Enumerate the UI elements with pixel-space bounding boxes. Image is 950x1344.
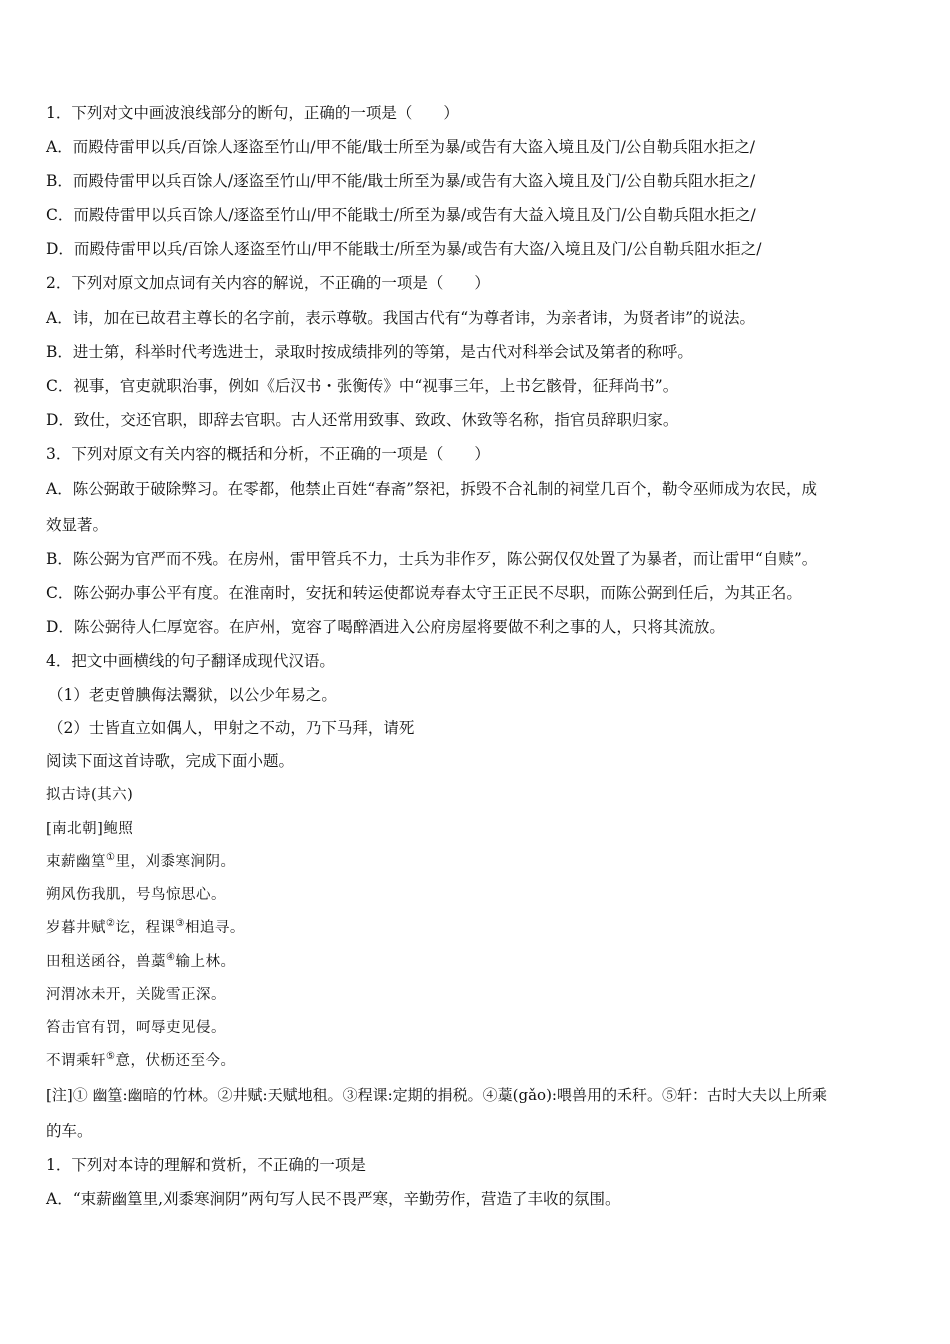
poem-q1-stem: 1．下列对本诗的理解和赏析，不正确的一项是 bbox=[46, 1156, 366, 1174]
poem-notes-line1: [注]① 幽篁:幽暗的竹林。②井赋:天赋地租。③程课:定期的捐税。④藁(gǎo):喂兽用的禾秆。⑤轩：古时大夫以上所乘 bbox=[46, 1086, 827, 1104]
poem-line-6: 笞击官有罚，呵辱吏见侵。 bbox=[46, 1020, 226, 1036]
poem-line-3-part-a: 岁暮井赋 bbox=[46, 920, 106, 936]
q4-item-1: （1）老吏曾腆侮法鬻狱，以公少年易之。 bbox=[48, 686, 337, 704]
q2-option-d: D．致仕，交还官职，即辞去官职。古人还常用致事、致政、休致等名称，指官员辞职归家。 bbox=[46, 411, 679, 429]
poem-q1-option-a: A．“束薪幽篁里,刈黍寒涧阴”两句写人民不畏严寒，辛勤劳作，营造了丰收的氛围。 bbox=[46, 1190, 621, 1208]
poem-line-1-part-b: 里，刈黍寒涧阴。 bbox=[115, 854, 236, 870]
poem-line-2: 朔风伤我肌，号鸟惊思心。 bbox=[46, 887, 226, 903]
q1-option-a: A．而殿侍雷甲以兵/百馀人逐盗至竹山/甲不能/戢士所至为暴/或告有大盗入境且及门/公自勒兵阻水拒之/ bbox=[46, 138, 756, 156]
q3-option-a-line2: 效显著。 bbox=[46, 516, 109, 534]
q4-item-2: （2）士皆直立如偶人，甲射之不动，乃下马拜，请死 bbox=[48, 719, 415, 737]
q2-option-a: A．讳，加在已故君主尊长的名字前，表示尊敬。我国古代有“为尊者讳，为亲者讳，为贤者讳”的说法。 bbox=[46, 309, 756, 327]
q4-stem: 4．把文中画横线的句子翻译成现代汉语。 bbox=[46, 652, 335, 670]
q1-option-c: C．而殿侍雷甲以兵百馀人/逐盗至竹山/甲不能戢士/所至为暴/或告有大益入境且及门/公自勒兵阻水拒之/ bbox=[46, 206, 756, 224]
poem-title: 拟古诗(其六) bbox=[46, 787, 134, 803]
poem-line-4 bbox=[46, 952, 235, 972]
q2-option-c: C．视事，官吏就职治事，例如《后汉书・张衡传》中“视事三年，上书乞骸骨，征拜尚书”。 bbox=[46, 377, 679, 395]
q3-option-a-line1: A．陈公弼敢于破除弊习。在零都，他禁止百姓“春斋”祭祀，拆毁不合礼制的祠堂几百个，勒令巫师成为农民，成 bbox=[46, 480, 818, 498]
footnote-marker-4: ④ bbox=[166, 952, 176, 964]
q3-stem: 3．下列对原文有关内容的概括和分析，不正确的一项是（ ） bbox=[46, 445, 490, 463]
reading-intro: 阅读下面这首诗歌，完成下面小题。 bbox=[46, 752, 295, 770]
poem-line-7-part-b: 意，伏枥还至今。 bbox=[115, 1053, 236, 1069]
q2-option-b: B．进士第，科举时代考选进士，录取时按成绩排列的等第，是古代对科举会试及第者的称呼。 bbox=[46, 343, 693, 361]
footnote-marker-5: ⑤ bbox=[106, 1051, 116, 1063]
q2-stem: 2．下列对原文加点词有关内容的解说，不正确的一项是（ ） bbox=[46, 274, 490, 292]
poem-line-3 bbox=[46, 918, 245, 938]
q3-option-c: C．陈公弼办事公平有度。在淮南时，安抚和转运使都说寿春太守王正民不尽职，而陈公弼到任后，为其正名。 bbox=[46, 584, 802, 602]
q1-stem: 1．下列对文中画波浪线部分的断句，正确的一项是（ ） bbox=[46, 104, 459, 122]
poem-notes-line2: 的车。 bbox=[46, 1122, 93, 1140]
poem-line-4-part-b: 输上林。 bbox=[175, 954, 236, 970]
poem-line-1-part-a: 束薪幽篁 bbox=[46, 854, 106, 870]
poem-line-4-part-a: 田租送函谷，兽藁 bbox=[46, 954, 166, 970]
q1-option-d: D．而殿侍雷甲以兵/百馀人逐盗至竹山/甲不能戢士/所至为暴/或告有大盗/入境且及门/公自勒兵阻水拒之/ bbox=[46, 240, 762, 258]
poem-line-7 bbox=[46, 1051, 235, 1071]
poem-line-3-part-c: 相追寻。 bbox=[184, 920, 245, 936]
poem-author: [南北朝]鲍照 bbox=[46, 821, 134, 837]
poem-line-5: 河渭冰未开，关陇雪正深。 bbox=[46, 987, 226, 1003]
poem-line-1 bbox=[46, 852, 235, 872]
q3-option-d: D．陈公弼待人仁厚宽容。在庐州，宽容了喝醉酒进入公府房屋将要做不利之事的人，只将其流放。 bbox=[46, 618, 725, 636]
q1-option-b: B．而殿侍雷甲以兵百馀人/逐盗至竹山/甲不能/戢士所至为暴/或告有大盗入境且及门/公自勒兵阻水拒之/ bbox=[46, 172, 756, 190]
poem-line-7-part-a: 不谓乘轩 bbox=[46, 1053, 106, 1069]
footnote-marker-3: ③ bbox=[175, 918, 185, 930]
footnote-marker-2: ② bbox=[106, 918, 116, 930]
poem-line-3-part-b: 讫，程课 bbox=[115, 920, 176, 936]
footnote-marker-1: ① bbox=[106, 852, 116, 864]
q3-option-b: B．陈公弼为官严而不残。在房州，雷甲管兵不力，士兵为非作歹，陈公弼仅仅处置了为暴者，而让雷甲“自赎”。 bbox=[46, 550, 818, 568]
